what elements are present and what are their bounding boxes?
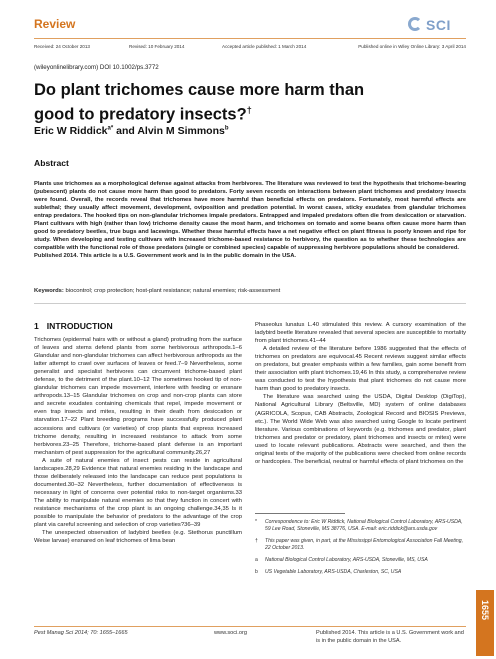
section-heading: [34, 321, 113, 331]
page-number: 1655: [480, 600, 490, 621]
author-2-mark: b: [224, 125, 229, 132]
header-row: [34, 14, 466, 36]
author-1: Eric W Riddick: [34, 125, 108, 137]
left-column: [34, 336, 242, 545]
footer-divider: [34, 626, 466, 627]
footnote-divider: [255, 513, 345, 514]
footnote: [255, 519, 466, 533]
footnote-text: National Biological Control Laboratory, ARS-USDA, Stoneville, MS, USA: [265, 557, 428, 563]
section-number: 1: [34, 321, 39, 331]
page-number-tab: [476, 590, 494, 656]
footnote-mark: †: [255, 538, 258, 544]
title-line-1: Do plant trichomes cause more harm than: [34, 81, 365, 99]
header-divider: [34, 38, 466, 39]
paragraph: Trichomes (epidermal hairs with or without a gland) protruding from the surface of leaves and stems defend plants from some herbivorous arthropods.1–6 Glandular and non-glandular trichomes can affect herbivorous arthropods as the latter attempt to crawl over surfaces of leaves or feed.7–9 Nevertheless, some generalist and specialist herbivores can circumvent trichome-based plant defense, to the detriment of the plant.10–12 The sometimes hooked tip of non-glandular trichomes can impede movement, interfere with feeding or ensnare arthropods.13–15 Glandular trichomes on crop and non-crop plants can store and secrete exudates containing chemicals that repel, impede movement or even trap insects and mites, resulting in their death from desiccation or starvation.17–22 Plant breeding programs have successfully produced plant accessions and cultivars (or varieties) of crop plants that express increased trichome density, resulting in increased resistance to attack from some herbivores.23–25 Therefore, trichome-based plant defense is an important mechanism of pest suppression for the agricultural community.26,27: [34, 337, 242, 456]
keywords-divider: [34, 303, 466, 304]
paragraph: Phaseolus lunatus L.40 stimulated this review. A cursory examination of the ladybird beetle literature revealed that several species are susceptible to mortality from plant trichomes.41–44: [255, 322, 466, 345]
title-line-2: good to predatory insects?: [34, 105, 247, 124]
footnote-mark: *: [255, 519, 257, 525]
paragraph: A suite of natural enemies of insect pests can reside in agricultural landscapes.28,29 Evidence that natural enemies residing in the landscape and those deliberately released into the landscape can reduce pest populations is documented.30–32 Nevertheless, further documentation of effectiveness is necessary in light of concerns over potential risks to non-target organisms.33 The ability to manipulate natural enemies so that they function in concert with resistance mechanisms of the crop plant is an ongoing challenge.34,35 Is it possible to manipulate the behavior of predators to the advantage of the crop plant via careful screening and selection of crop varieties?36–39: [34, 457, 242, 529]
doi-line: (wileyonlinelibrary.com) DOI 10.1002/ps.3772: [34, 64, 159, 71]
author-list: [34, 125, 229, 137]
footnote: [255, 569, 466, 576]
footnote: [255, 538, 466, 552]
journal-citation: Pest Manag Sci 2014; 70: 1655–1665: [34, 630, 128, 636]
publication-dates: [34, 44, 466, 54]
title-dagger: †: [246, 105, 252, 115]
paragraph: The literature was searched using the USDA, Digital Desktop (DigiTop), National Agricultural Library (Beltsville, MD) system of online databases (AGRICOLA, Scopus, CAB Abstracts, Zoological Record and BIOSIS Previews, etc.). The World Wide Web was also searched using Google to locate pertinent literature. Various combinations of keywords (e.g. trichomes and predator, plant trichomes and predator or predatory, plant trichomes and insects or mites) were used to locate relevant publications. Abstracts were searched, and then the original texts of the majority of the publications were checked from online records or hardcopies. The beneficial, neutral or harmful effects of plant trichomes on the: [255, 394, 466, 465]
paragraph: The unexpected observation of ladybird beetles (e.g. Stethorus punctillum Weise larvae) ensnared on leaf trichomes of lima bean: [34, 530, 242, 545]
page-footer: [34, 630, 466, 652]
journal-website[interactable]: www.soci.org: [214, 630, 247, 636]
section-label: Review: [34, 17, 76, 31]
date-received: Received: 24 October 2013: [34, 44, 90, 49]
footnote-text: Correspondence to: Eric W Riddick, National Biological Control Laboratory, ARS-USDA, 59 Lee Road, Stoneville, MS 38776, USA. E-mail: eric.riddick@ars.usda.gov: [265, 519, 463, 532]
article-title: [34, 80, 454, 125]
keywords-label: Keywords:: [34, 288, 64, 294]
author-2: Alvin M Simmons: [137, 125, 225, 137]
abstract-body: [34, 180, 466, 260]
footnote-mark: b: [255, 569, 258, 575]
right-column: [255, 321, 466, 466]
section-title: INTRODUCTION: [46, 321, 113, 331]
date-revised: Revised: 10 February 2014: [129, 44, 185, 49]
sci-logo-text: SCI: [426, 17, 451, 33]
date-accepted: Accepted article published: 1 March 2014: [222, 44, 307, 49]
keywords: [34, 288, 466, 294]
author-1-mark: a*: [107, 125, 114, 132]
abstract-text: Plants use trichomes as a morphological defense against attacks from herbivores. The literature was reviewed to test the hypothesis that trichome-bearing (pubescent) plants do not cause more harm than good to predators. Forty seven records on interactions between plant trichomes and predatory insects were found. Overall, the records reveal that trichomes have more harmful than beneficial effects on predators. Fortunately, most harmful effects are sublethal; they usually affect movement, development, oviposition and predation potential. In worst cases, sticky exudates from glandular trichomes entrap predators. The hooked tips on non-glandular trichomes impale predators. Entrapped and impaled predators often die from desiccation or starvation. Plant cultivars with high (rather than low) trichome density cause the most harm, and trichomes on tomato and some beans often cause more harm than good to predatory beetles, true bugs and lacewings. Whether these harmful effects have a net negative effect on plant fitness is poorly known and ripe for study. When developing and testing cultivars with increased trichome-based resistance to herbivory, the question as to whether these technologies are compatible with the functional role of those predators (single or combined species) capable of suppressing herbivore populations should be considered.: [34, 181, 466, 252]
footer-copyright: Published 2014. This article is a U.S. Government work and is in the public domain in the USA.: [316, 630, 464, 644]
keywords-list: biocontrol; crop protection; host-plant resistance; natural enemies; risk-assessment: [65, 288, 281, 294]
footnote-text: US Vegetable Laboratory, ARS-USDA, Charleston, SC, USA: [265, 569, 402, 575]
sci-swirl-icon: [408, 17, 422, 31]
footnote-mark: a: [255, 557, 258, 563]
date-online: Published online in Wiley Online Library: 3 April 2014: [358, 44, 466, 49]
footnote-text: This paper was given, in part, at the Mississippi Entomological Association Fall Meeting, 22 October 2013.: [265, 538, 463, 551]
footnotes: [255, 519, 466, 581]
footnote: [255, 557, 466, 564]
sci-logo: [408, 14, 466, 36]
paragraph: A detailed review of the literature before 1986 suggested that the effects of trichomes on predators are equivocal.45 Recent reviews suggest similar effects on predators, but greater emphasis within a few families, gain some benefit from their association with plant trichomes.19,46 In this study, a comprehensive review was conducted to test the hypothesis that plant trichomes do not cause more harm than good to predatory insects.: [255, 346, 466, 393]
author-conjunction: and: [116, 125, 135, 137]
abstract-copyright: Published 2014. This article is a U.S. Government work and is in the public domain in the USA.: [34, 253, 297, 260]
abstract-heading: Abstract: [34, 158, 69, 168]
